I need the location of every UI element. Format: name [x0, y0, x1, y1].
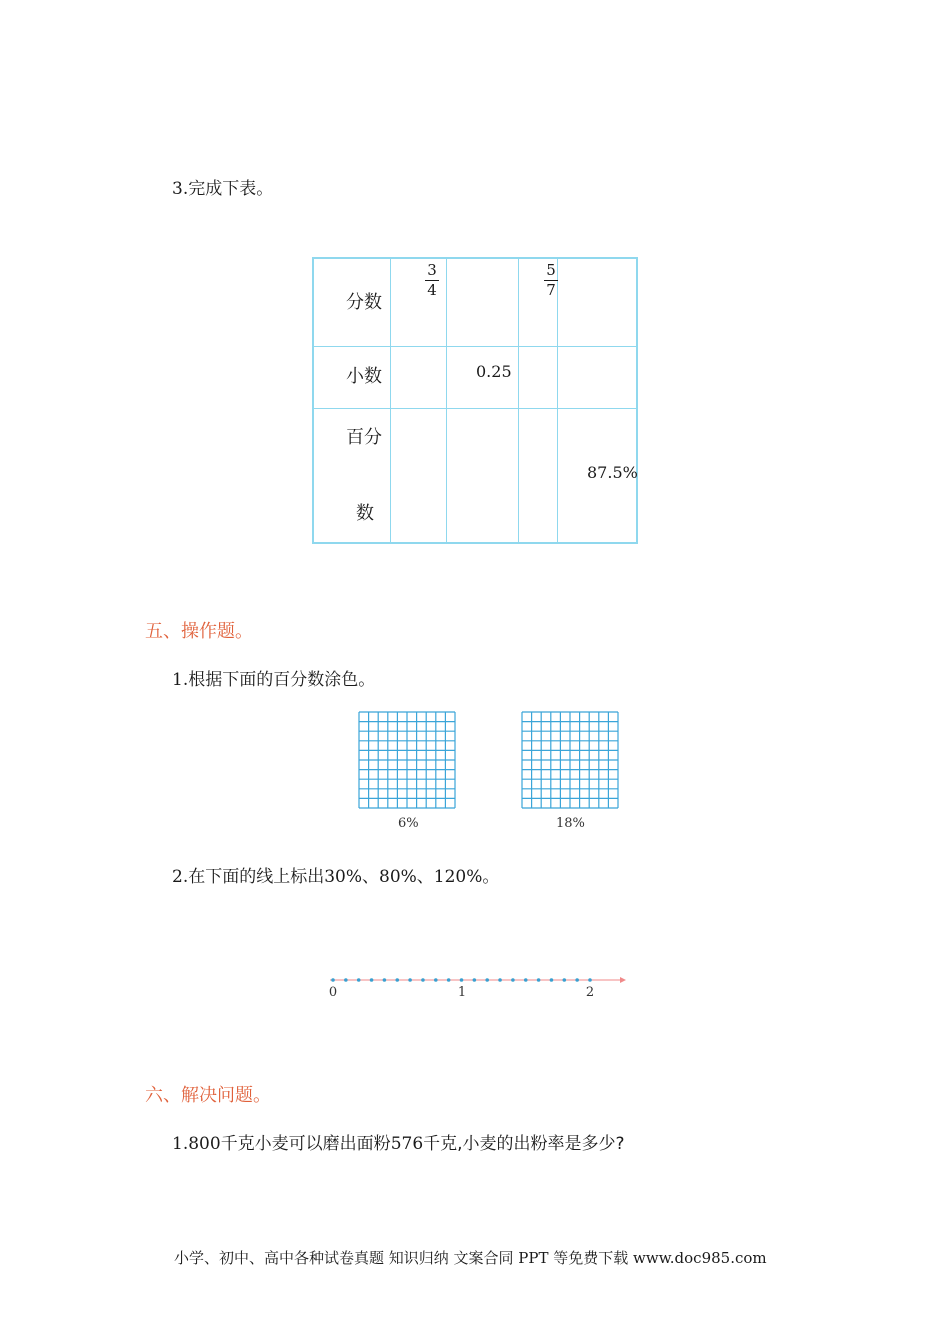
number-line-dot	[408, 978, 412, 982]
section-5-title: 五、操作题。	[145, 621, 253, 642]
percent-values: 30%、80%、120%	[324, 867, 483, 887]
table-divider	[390, 259, 391, 542]
question-text: 完成下表。	[188, 179, 274, 199]
number-line-dot	[395, 978, 399, 982]
number-line-dot	[421, 978, 425, 982]
number-line-dot	[383, 978, 387, 982]
footer-text: 小学、初中、高中各种试卷真题 知识归纳 文案合同 PPT 等免费下载 www.doc985.com	[174, 1249, 767, 1267]
row-header-decimal: 小数	[346, 366, 382, 387]
row-header-percent: 百分	[346, 427, 382, 448]
table-divider	[446, 259, 447, 542]
number-line-dot	[447, 978, 451, 982]
number-line-dot	[473, 978, 477, 982]
number-line-dot	[357, 978, 361, 982]
row-header-percent-cont: 数	[356, 503, 374, 524]
amount-flour: 576	[390, 1134, 424, 1154]
grid-label: 18%	[556, 816, 585, 831]
question-text: 根据下面的百分数涂色。	[188, 670, 376, 690]
number-line-dot	[588, 978, 592, 982]
row-header-fraction: 分数	[346, 292, 382, 313]
number-line-dot	[524, 978, 528, 982]
fraction-cell-1	[424, 262, 440, 299]
hundred-grid-6-percent[interactable]	[358, 711, 456, 809]
number-line[interactable]	[320, 968, 640, 1004]
number-line-dot	[331, 978, 335, 982]
number-line-dot	[485, 978, 489, 982]
question-text: 千克小麦可以磨出面粉	[220, 1134, 391, 1154]
number-line-dot	[460, 978, 464, 982]
tick-label-1: 1	[457, 985, 467, 1000]
grid-lines	[359, 712, 455, 808]
hundred-grid-18-percent[interactable]	[521, 711, 619, 809]
number-line-dots	[331, 978, 592, 982]
number-line-dot	[344, 978, 348, 982]
number-line-dot	[537, 978, 541, 982]
grid-label: 6%	[398, 816, 419, 831]
question-text-end: 。	[482, 867, 500, 887]
question-5-2	[172, 862, 499, 887]
question-5-1	[172, 665, 375, 690]
tick-label-0: 0	[328, 985, 338, 1000]
question-3	[172, 174, 273, 199]
table-divider	[518, 259, 519, 542]
tick-label-2: 2	[585, 985, 595, 1000]
question-number: 2.	[172, 867, 189, 887]
number-line-dot	[563, 978, 567, 982]
conversion-table	[312, 257, 638, 544]
table-divider	[314, 346, 636, 347]
question-6-1	[172, 1129, 625, 1154]
table-divider	[314, 408, 636, 409]
number-line-dot	[550, 978, 554, 982]
fraction-numerator: 5	[546, 261, 556, 279]
fraction-denominator: 7	[546, 281, 556, 299]
number-line-dot	[370, 978, 374, 982]
question-number: 1.	[172, 1134, 189, 1154]
fraction-cell-2	[543, 262, 559, 299]
amount-wheat: 800	[188, 1134, 221, 1154]
question-number: 3.	[172, 179, 189, 199]
question-number: 1.	[172, 670, 189, 690]
arrow-icon	[620, 977, 626, 983]
number-line-dot	[511, 978, 515, 982]
grid-lines	[522, 712, 618, 808]
number-line-dot	[498, 978, 502, 982]
decimal-value: 0.25	[476, 362, 512, 381]
percent-value: 87.5%	[587, 463, 638, 482]
question-text: 在下面的线上标出	[188, 867, 325, 887]
question-text-end: 千克,小麦的出粉率是多少?	[423, 1134, 625, 1154]
number-line-dot	[434, 978, 438, 982]
table-divider	[557, 259, 558, 542]
number-line-dot	[575, 978, 579, 982]
fraction-denominator: 4	[427, 281, 437, 299]
fraction-numerator: 3	[427, 261, 437, 279]
section-6-title: 六、解决问题。	[145, 1085, 271, 1106]
